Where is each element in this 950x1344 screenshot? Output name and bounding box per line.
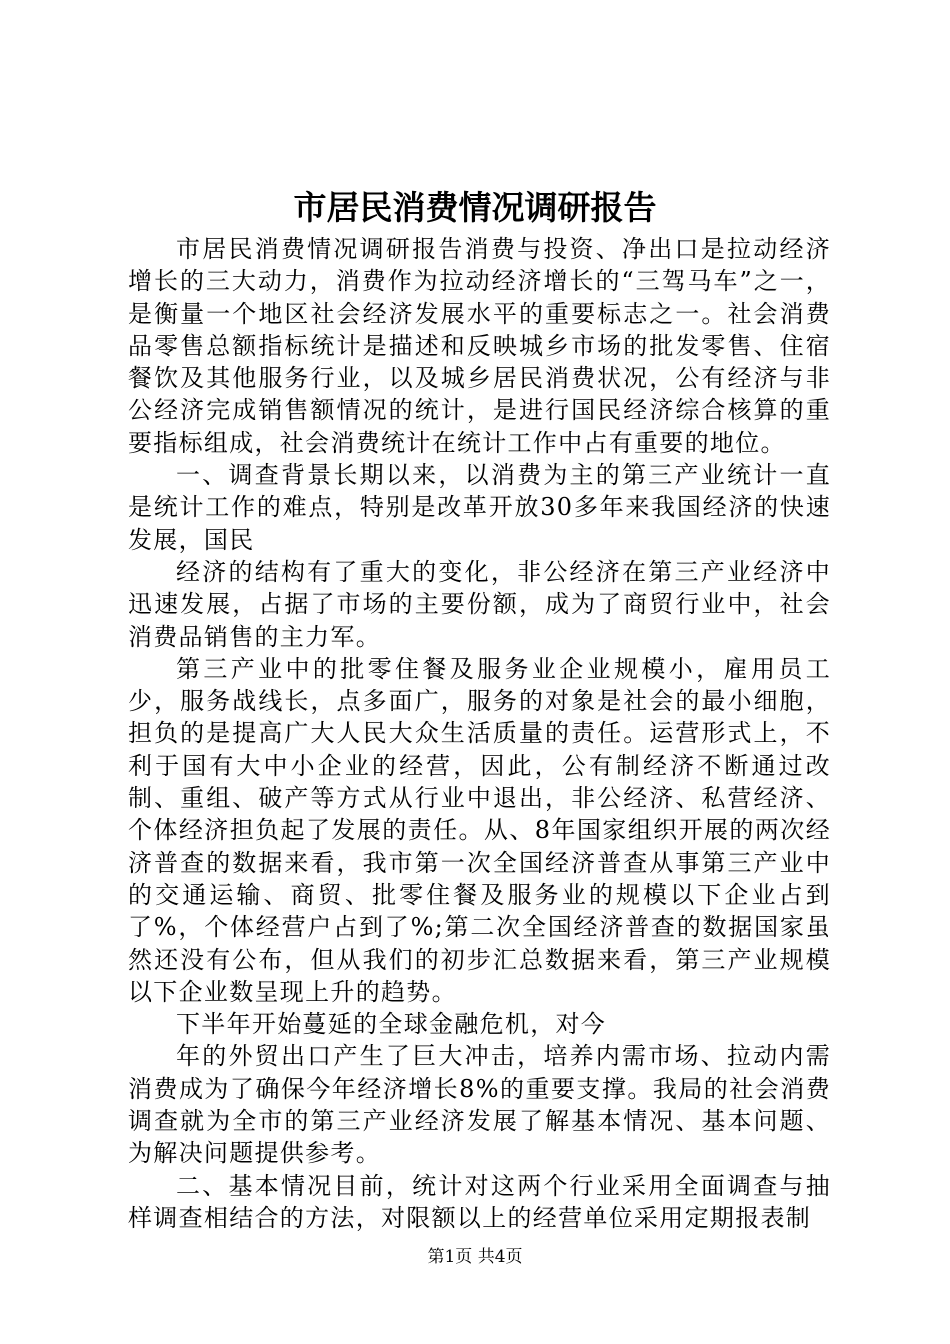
document-title: 市居民消费情况调研报告 [293, 188, 657, 227]
paragraph-financial-crisis: 下半年开始蔓延的全球金融危机，对今 [176, 1010, 607, 1039]
paragraph-background: 一、调查背景长期以来，以消费为主的第三产业统计一直是统计工作的难点，特别是改革开放30多年来我国经济的快速发展，国民 [128, 461, 831, 554]
paragraph-domestic-demand: 年的外贸出口产生了巨大冲击，培养内需市场、拉动内需消费成为了确保今年经济增长8%的重要支撑。我局的社会消费调查就为全市的第三产业经济发展了解基本情况、基本问题、为解决问题提供参考。 [128, 1042, 831, 1168]
paragraph-structure: 经济的结构有了重大的变化，非公经济在第三产业经济中迅速发展，占据了市场的主要份额，成为了商贸行业中，社会消费品销售的主力军。 [128, 557, 831, 651]
paragraph-basic-situation: 二、基本情况目前，统计对这两个行业采用全面调查与抽样调查相结合的方法，对限额以上的经营单位采用定期报表制 [128, 1171, 831, 1232]
page-number-footer: 第1页 共4页 [427, 1247, 523, 1267]
paragraph-intro: 市居民消费情况调研报告消费与投资、净出口是拉动经济增长的三大动力，消费作为拉动经济增长的“三驾马车”之一，是衡量一个地区社会经济发展水平的重要标志之一。社会消费品零售总额指标统计是描述和反映城乡市场的批发零售、住宿餐饮及其他服务行业，以及城乡居民消费状况，公有经济与非公经济完成销售额情况的统计，是进行国民经济综合核算的重要指标组成，社会消费统计在统计工作中占有重要的地位。 [128, 235, 831, 457]
paragraph-tertiary-industry: 第三产业中的批零住餐及服务业企业规模小，雇用员工少，服务战线长，点多面广，服务的对象是社会的最小细胞，担负的是提高广大人民大众生活质量的责任。运营形式上，不利于国有大中小企业的经营，因此，公有制经济不断通过改制、重组、破产等方式从行业中退出，非公经济、私营经济、个体经济担负起了发展的责任。从、8年国家组织开展的两次经济普查的数据来看，我市第一次全国经济普查从事第三产业中的交通运输、商贸、批零住餐及服务业的规模以下企业占到了%，个体经营户占到了%;第二次全国经济普查的数据国家虽然还没有公布，但从我们的初步汇总数据来看，第三产业规模以下企业数呈现上升的趋势。 [128, 654, 831, 1006]
document-body [128, 233, 831, 1234]
